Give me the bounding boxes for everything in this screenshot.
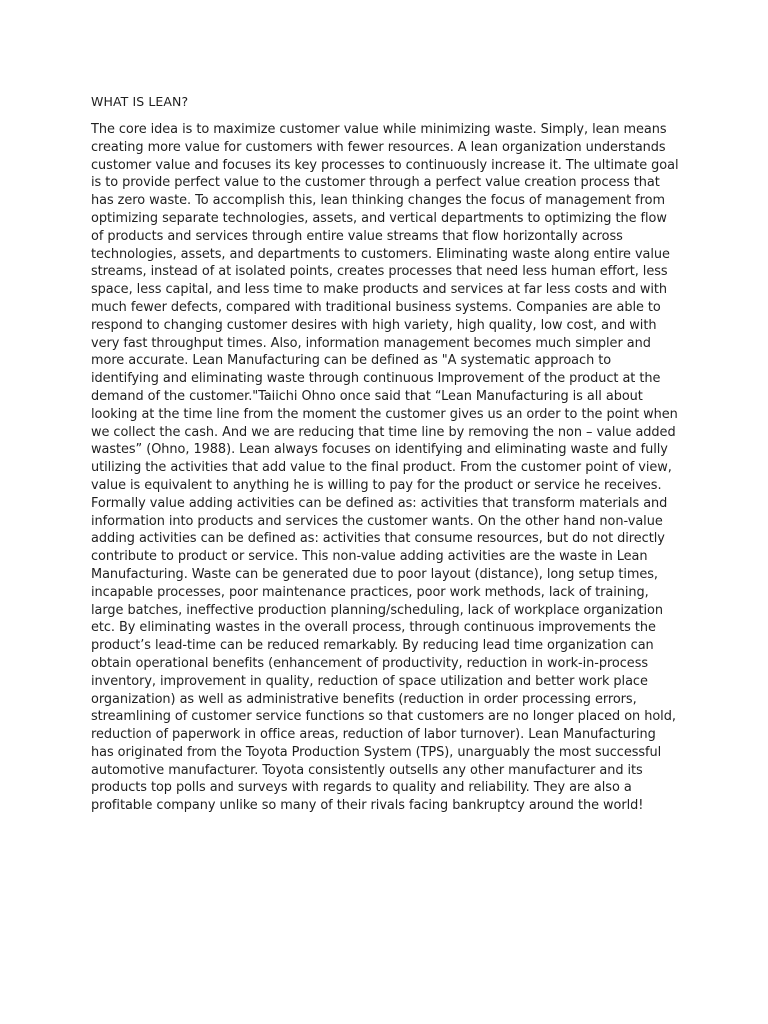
document-body-paragraph: The core idea is to maximize customer value while minimizing waste. Simply, lean means creating more value for customers with fewer resources. A lean organization understands customer value and focuses its key processes to continuously increase it. The ultimate goal is to provide perfect value to the customer through a perfect value creation process that has zero waste. To accomplish this, lean thinking changes the focus of management from optimizing separate technologies, assets, and vertical departments to optimizing the flow of products and services through entire value streams that flow horizontally across technologies, assets, and departments to customers. Eliminating waste along entire value streams, instead of at isolated points, creates processes that need less human effort, less space, less capital, and less time to make products and services at far less costs and with much fewer defects, compared with traditional business systems. Companies are able to respond to changing customer desires with high variety, high quality, low cost, and with very fast throughput times. Also, information management becomes much simpler and more accurate. Lean Manufacturing can be defined as "A systematic approach to identifying and eliminating waste through continuous Improvement of the product at the demand of the customer."Taiichi Ohno once said that “Lean Manufacturing is all about looking at the time line from the moment the customer gives us an order to the point when we collect the cash. And we are reducing that time line by removing the non – value added wastes” (Ohno, 1988). Lean always focuses on identifying and eliminating waste and fully utilizing the activities that add value to the final product. From the customer point of view, value is equivalent to anything he is willing to pay for the product or service he receives. Formally value adding activities can be defined as: activities that transform materials and information into products and services the customer wants. On the other hand non-value adding activities can be defined as: activities that consume resources, but do not directly contribute to product or service. This non-value adding activities are the waste in Lean Manufacturing. Waste can be generated due to poor layout (distance), long setup times, incapable processes, poor maintenance practices, poor work methods, lack of training, large batches, ineffective production planning/scheduling, lack of workplace organization etc. By eliminating wastes in the overall process, through continuous improvements the product’s lead-time can be reduced remarkably. By reducing lead time organization can obtain operational benefits (enhancement of productivity, reduction in work-in-process inventory, improvement in quality, reduction of space utilization and better work place organization) as well as administrative benefits (reduction in order processing errors, streamlining of customer service functions so that customers are no longer placed on hold, reduction of paperwork in office areas, reduction of labor turnover). Lean Manufacturing has originated from the Toyota Production System (TPS), unarguably the most successful automotive manufacturer. Toyota consistently outsells any other manufacturer and its products top polls and surveys with regards to quality and reliability. They are also a profitable company unlike so many of their rivals facing bankruptcy around the world! [91, 122, 679, 814]
document-content [91, 93, 681, 815]
document-heading: WHAT IS LEAN? [91, 94, 189, 109]
